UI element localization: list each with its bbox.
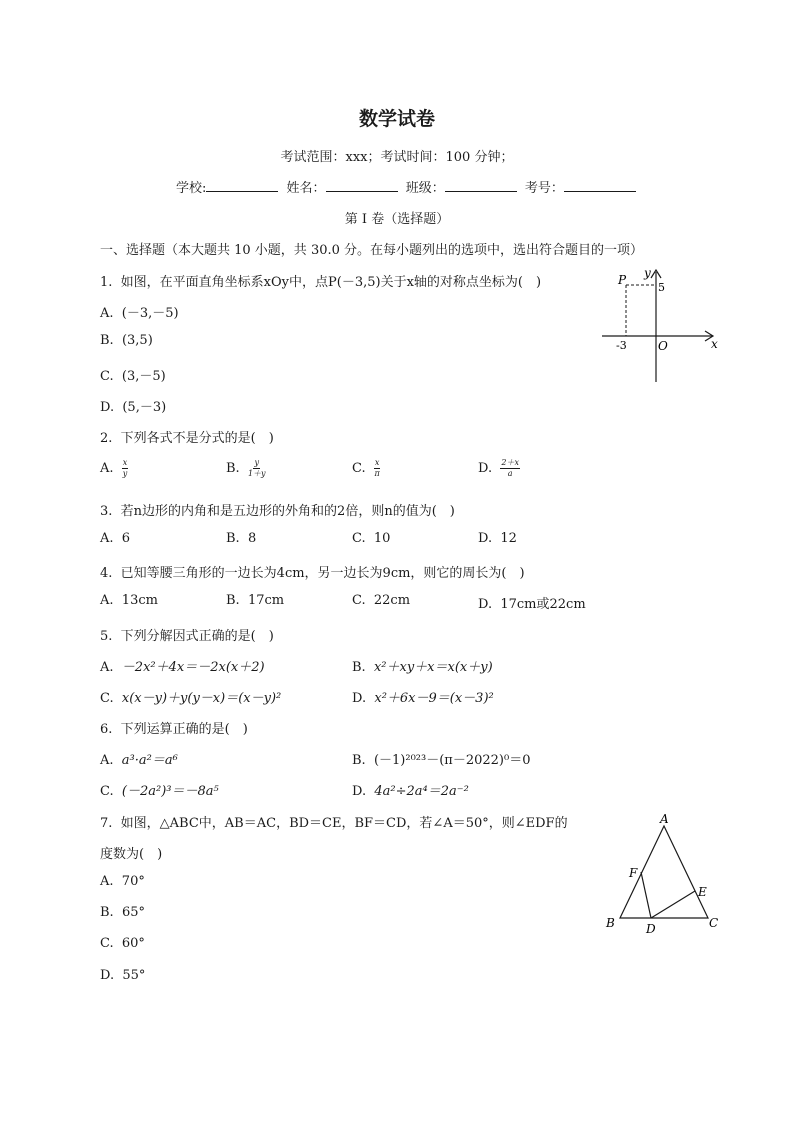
q3-option-d[interactable]: D. 12 bbox=[478, 531, 517, 546]
q6-option-d[interactable]: D. 4a²÷2a⁴＝2a⁻² bbox=[352, 784, 469, 799]
q7-option-b[interactable]: B. 65° bbox=[100, 905, 145, 920]
school-blank[interactable] bbox=[206, 179, 278, 192]
q1-option-d[interactable]: D. (5,－3) bbox=[100, 400, 167, 415]
q7-option-d[interactable]: D. 55° bbox=[100, 968, 146, 983]
question-3: 3. 若n边形的内角和是五边形的外角和的2倍，则n的值为( ) bbox=[100, 504, 455, 519]
label-x: x bbox=[711, 337, 718, 351]
label-f: F bbox=[629, 866, 638, 880]
label-p: P bbox=[618, 273, 627, 287]
question-number: 1. bbox=[100, 275, 113, 290]
q7-triangle-figure bbox=[598, 808, 728, 938]
q7-option-c[interactable]: C. 60° bbox=[100, 936, 145, 951]
segment-de bbox=[651, 891, 695, 918]
question-2: 2. 下列各式不是分式的是( ) bbox=[100, 431, 274, 446]
exam-title: 数学试卷 bbox=[358, 108, 435, 130]
q1-coordinate-figure bbox=[598, 264, 728, 388]
question-1 bbox=[100, 271, 541, 290]
exam-info: 考试范围：xxx；考试时间：100 分钟； bbox=[280, 150, 514, 165]
label-d: D bbox=[646, 922, 656, 936]
q5-option-c[interactable]: C. x(x－y)＋y(y－x)＝(x－y)² bbox=[100, 691, 282, 706]
q1-option-b[interactable]: B. (3,5) bbox=[100, 333, 153, 348]
student-fields bbox=[176, 177, 640, 196]
number-blank[interactable] bbox=[564, 179, 636, 192]
label-a: A bbox=[660, 812, 669, 826]
name-blank[interactable] bbox=[326, 179, 398, 192]
q6-option-b[interactable]: B. (－1)²⁰²³－(π－2022)⁰＝0 bbox=[352, 753, 531, 768]
question-7-stem-continued: 度数为( ) bbox=[100, 847, 163, 862]
question-stem: 如图，在平面直角坐标系xOy中，点P(－3,5)关于x轴的对称点坐标为( ) bbox=[120, 275, 542, 290]
q3-option-b[interactable]: B. 8 bbox=[226, 531, 257, 546]
name-label: 姓名： bbox=[286, 181, 326, 196]
label-b: B bbox=[606, 916, 615, 930]
class-label: 班级： bbox=[405, 181, 445, 196]
q1-option-c[interactable]: C. (3,－5) bbox=[100, 369, 166, 384]
q6-option-c[interactable]: C. (－2a²)³＝－8a⁵ bbox=[100, 784, 219, 799]
label-neg3: -3 bbox=[616, 339, 627, 352]
q4-option-b[interactable]: B. 17cm bbox=[226, 593, 285, 608]
school-label: 学校: bbox=[176, 181, 207, 196]
q7-option-a[interactable]: A. 70° bbox=[100, 874, 145, 889]
label-y: y bbox=[644, 266, 651, 280]
q4-option-d[interactable]: D. 17cm或22cm bbox=[478, 597, 586, 612]
q5-option-d[interactable]: D. x²＋6x－9＝(x－3)² bbox=[352, 691, 494, 706]
label-e: E bbox=[698, 885, 707, 899]
q3-option-a[interactable]: A. 6 bbox=[100, 531, 131, 546]
q6-option-a[interactable]: A. a³·a²＝a⁶ bbox=[100, 753, 178, 768]
volume-title: 第 I 卷（选择题） bbox=[344, 212, 450, 227]
class-blank[interactable] bbox=[445, 179, 517, 192]
q1-option-a[interactable]: A. (－3,－5) bbox=[100, 306, 179, 321]
question-6: 6. 下列运算正确的是( ) bbox=[100, 722, 248, 737]
question-4: 4. 已知等腰三角形的一边长为4cm，另一边长为9cm，则它的周长为( ) bbox=[100, 566, 525, 581]
section-heading: 一、选择题（本大题共 10 小题，共 30.0 分。在每小题列出的选项中，选出符合题目的一项） bbox=[100, 243, 644, 258]
q5-option-b[interactable]: B. x²＋xy＋x＝x(x＋y) bbox=[352, 660, 493, 675]
label-o: O bbox=[658, 339, 668, 353]
q2-option-c[interactable]: C. $\frac{x}{\pi}$ bbox=[352, 458, 380, 478]
q2-option-a[interactable]: A. $\frac{x}{y}$ bbox=[100, 458, 128, 478]
label-c: C bbox=[709, 916, 719, 930]
q4-option-a[interactable]: A. 13cm bbox=[100, 593, 158, 608]
question-5: 5. 下列分解因式正确的是( ) bbox=[100, 629, 274, 644]
q5-option-a[interactable]: A. －2x²＋4x＝－2x(x＋2) bbox=[100, 660, 265, 675]
q2-option-b[interactable]: B. $\frac{y}{1+y}$ bbox=[226, 458, 266, 478]
number-label: 考号： bbox=[524, 181, 564, 196]
segment-fd bbox=[641, 872, 651, 918]
q2-option-d[interactable]: D. $\frac{2+x}{a}$ bbox=[478, 458, 519, 478]
label-5: 5 bbox=[658, 281, 665, 294]
question-7: 7. 如图，△ABC中，AB＝AC，BD＝CE，BF＝CD，若∠A＝50°，则∠EDF的 bbox=[100, 816, 568, 831]
q3-option-c[interactable]: C. 10 bbox=[352, 531, 391, 546]
q4-option-c[interactable]: C. 22cm bbox=[352, 593, 411, 608]
